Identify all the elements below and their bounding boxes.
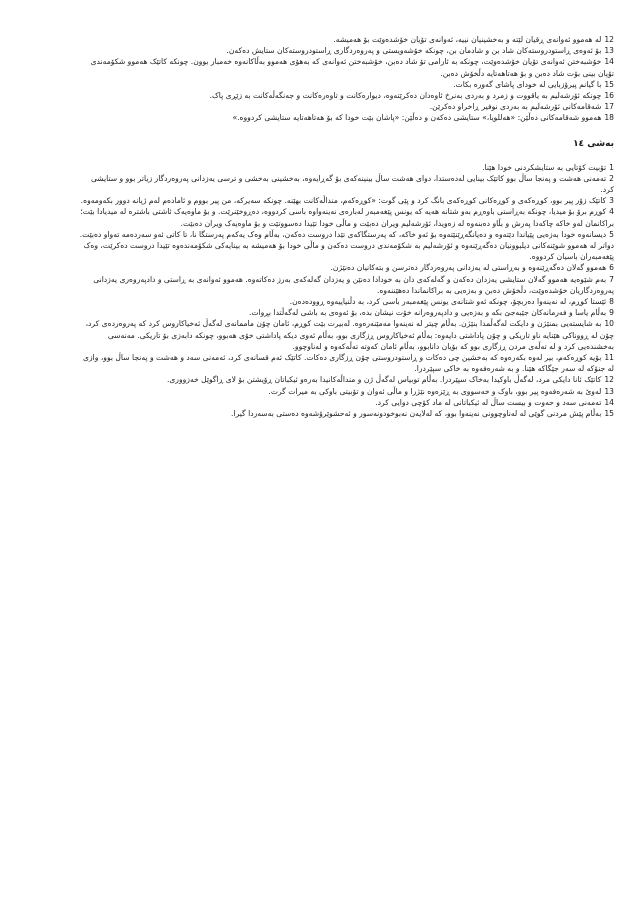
- verse: [76, 162, 614, 173]
- verse: [76, 408, 614, 419]
- verse: [76, 195, 614, 206]
- verse-list-main: [76, 162, 614, 420]
- verse-number: 5: [609, 229, 614, 239]
- document-page: [76, 34, 614, 419]
- verse-number: 4: [609, 207, 614, 217]
- verse-text: کاتێک ئانا دایکی مرد، لەگەڵ باوکیدا بەخاک سپێردرا. بەڵام توبیاس لەگەڵ ژن و منداڵەکانیدا بەرەو ئیکباتان ڕۆیشتن بۆ لای ڕاگوێل خەزووری.: [166, 375, 602, 385]
- verse-number: 7: [609, 274, 614, 284]
- verse-number: 12: [604, 35, 614, 44]
- verse-text: بۆیە کوڕەکەم، بیر لەوە بکەرەوە کە بەخشین چی دەکات و ڕاستودروستی چۆن ڕزگاری دەکات. کاتێک ئەم قسانەی کرد، ئەمەنی سەد و هەشت و پەنجا ساڵ بوو، وازی لە جنۆکە لە سەر جێگاکە هێنا. و بە شەرەفەوە بە خاکی سپێردرا.: [83, 353, 614, 374]
- verse-text: کاتێک زۆر پیر بوو، کوڕەکەی و کوڕەکانی کوڕەکەی بانگ کرد و پێی گوت: «کوڕەکەم، منداڵەکانت بهێنە. چونکە سەیرکە، من پیر بووم و ئامادەم لەم ژیانە دوور بکەومەوە.: [80, 196, 607, 206]
- verse-text: تۆبیت کۆتایی بە ستایشکردنی خودا هێنا.: [482, 162, 607, 172]
- verse: [76, 112, 614, 123]
- verse-number: 11: [604, 353, 614, 363]
- verse: [76, 101, 614, 112]
- verse: [76, 45, 614, 56]
- verse-number: 2: [609, 173, 614, 183]
- verse-text: تەمەنی هەشت و پەنجا ساڵ بوو کاتێک بینایی لەدەستدا، دوای هەشت ساڵ بینینەکەی بۆ گەڕایەوە، بەخشینی بەخشی و ترسی یەزدانی پەروەردگار زیاتر بوو و ستایشی کرد.: [90, 173, 614, 195]
- verse-text: تەمەنی سەد و حەوت و بیست ساڵ لە ئیکباتانی لە ماد کۆچی دوایی کرد.: [375, 397, 602, 407]
- verse-number: 6: [609, 263, 614, 273]
- verse-text: چونکە ئۆرشەلیم بە یاقووت و زمرد و بەردی بەنرخ ئاوەدان دەکرێتەوە، دیوارەکانت و تاوەرەکانت و جەنگەڵەکانت بە زێڕی پاک.: [209, 91, 602, 101]
- verse-number: 3: [609, 196, 614, 206]
- verse: [76, 397, 614, 408]
- verse-text: ئێستا کوڕم، لە نەینەوا دەربچۆ، چونکە ئەو شتانەی یونس پێغەمبەر باسی کرد، بە دڵنیاییەوە ڕوودەدەن.: [289, 297, 607, 307]
- verse-text: بە شایستەیی بمنێژن و دایکت لەگەڵمدا بنێژن. بەڵام چیتر لە نەینەوا مەمێنەرەوە. لەبیرت بێت کوڕم، ئامان چۆن ماممانەی لەگەڵ ئەخیاکاروس کرد کە پەروەردەی کرد، چۆن لە ڕووناکی هێنایە ناو تاریکی و چۆن پاداشتی دایەوە: بەڵام ئەخیاکاروس ڕزگاری بوو، بەڵام ئەوی دیکە پاداشتی خۆی هەبوو، چونکە دابەزی بۆ تاریکی. مەنەسی بەخشندەیی کرد و لە تەڵەی مردن ڕزگاری بوو کە بۆیان دانابوو، بەڵام ئامان کەوتە تەڵەکەوە و لەناوچوو.: [85, 319, 614, 351]
- verse-text: لەوێ بە شەرەفەوە پیر بوو، باوک و خەسووی بە ڕێزەوە نێژرا و ماڵی ئەوان و تۆبیتی باوکی بە میرات گرت.: [268, 386, 602, 396]
- verse-number: 16: [604, 91, 614, 101]
- verse-number: 1: [609, 162, 614, 172]
- verse: [76, 296, 614, 307]
- verse-number: 13: [604, 46, 614, 56]
- verse-number: 17: [604, 102, 614, 112]
- verse-text: بۆ ئەوەی ڕاستودروستەکان شاد بن و شادمان بن، چونکە خۆشەویستی و پەروەردگاری ڕاستودروستەکان ستایش دەکەن.: [226, 46, 602, 56]
- verse-text: بەڵام یاسا و فەرمانەکان جێبەجێ بکە و بەزەیی و دادپەروەرانە خۆت نیشان بدە، بۆ ئەوەی بە باشی لەگەڵتدا بڕوات.: [248, 308, 607, 318]
- verse: [76, 56, 614, 78]
- verse-text: بەڵام پێش مردنی گوێی لە لەناوچوونی نەینەوا بوو، کە لەلایەن نەبوخودونەسور و ئەحشوێرۆشەوە دەستی بەسەردا گیرا.: [231, 409, 602, 419]
- verse: [76, 229, 614, 263]
- verse-text: خۆشبەختن ئەوانەی تۆیان خۆشدەوێت، چونکە بە ئارامی تۆ شاد دەبن، خۆشبەختن ئەوانەی کە بەهۆی هەموو بەڵاکانەوە خەمبار بوون. چونکە کاتێک هەموو شکۆمەندی تۆیان بینی بۆت شاد دەبن و بۆ هەتاهەتایە دڵخۆش دەبن.: [90, 57, 614, 78]
- verse-number: 13: [604, 386, 614, 396]
- verse-number: 15: [604, 79, 614, 89]
- verse-text: بەم شێوەیە هەموو گەلان ستایشی یەزدان دەکەن و گەلەکەی دان بە خودادا دەنێن و یەزدان گەلەکەی بەرز دەکاتەوە. هەموو ئەوانەی بە ڕاستی و دادپەروەری یەزدانی پەروەردگاریان خۆشدەوێت، دڵخۆش دەبن و بەزەیی بە براکانماندا دەهێننەوە.: [93, 274, 614, 295]
- verse-list-top: [76, 34, 614, 124]
- verse-text: با گیانم پیرۆزبایی لە خودای پاشای گەورە بکات.: [453, 79, 602, 89]
- verse-text: لە هەموو ئەوانەی ڕقیان لێتە و بەخشینیان نییە، ئەوانەی تۆیان خۆشدەوێت بۆ هەمیشە.: [333, 35, 602, 44]
- verse-number: 10: [604, 319, 614, 329]
- verse-number: 14: [604, 57, 614, 67]
- verse: [76, 206, 614, 228]
- verse: [76, 34, 614, 45]
- verse-number: 9: [609, 308, 614, 318]
- verse: [76, 307, 614, 318]
- verse-number: 15: [604, 409, 614, 419]
- verse: [76, 173, 614, 195]
- verse: [76, 274, 614, 296]
- verse: [76, 386, 614, 397]
- verse-text: شەقامەکانی ئۆرشەلیم بە بەردی نوفیر ڕاخراو دەکرێن.: [429, 102, 602, 112]
- verse-text: دیسانەوە خودا بەزەیی پێیاندا دێتەوە و دەیانگەڕێنێتەوە بۆ ئەو خاکە، کە پەرستگاکەی تێدا دروست دەکەن، بەڵام وەک یەکەم پەرستگا نا، تا کاتی ئەو سەردەمە تەواو دەبێت. دواتر لە هەموو شوێنەکانی دیلبوونیان دەگەڕێنەوە و ئۆرشەلیم بە شکۆمەندی دروست دەکەن و ماڵی خودا بۆ هەمیشە بە بینایەکی شکۆمەندەوە تێیدا دروست دەکرێت، وەک پێغەمبەران باسیان کردووە.: [79, 229, 614, 262]
- verse-text: هەموو شەقامەکانی دەڵێن: «هەللویا،» ستایشی دەکەن و دەڵێن: «پاشان بێت خودا کە بۆ هەتاهەتایە ستایشی کردووە.»: [232, 113, 602, 123]
- verse: [76, 374, 614, 385]
- verse: [76, 352, 614, 374]
- verse: [76, 79, 614, 90]
- verse-number: 18: [604, 113, 614, 123]
- verse-number: 8: [609, 297, 614, 307]
- verse: [76, 318, 614, 352]
- verse-number: 14: [604, 397, 614, 407]
- verse-number: 12: [604, 375, 614, 385]
- verse: [76, 90, 614, 101]
- verse-text: هەموو گەلان دەگەڕێنەوە و بەڕاستی لە یەزدانی پەروەردگار دەترسن و بتەکانیان دەنێژن.: [330, 263, 607, 273]
- verse-text: کوڕم برۆ بۆ میدیا، چونکە بەڕاستی باوەڕم بەو شتانە هەیە کە یونس پێغەمبەر لەبارەی نەینەواوە باسی کردووە، دەڕوخێنرێت. و بۆ ماوەیەک ئاشتی باشترە لە میدیادا بێت؛ براکانمان لەو خاکە چاکەدا پەرش و بڵاو دەبنەوە لە زەویدا، ئۆرشەلیم ویران دەبێت و ماڵی خودا تێیدا دەسووتێت و بۆ ماوەیەک ویران دەبێت.: [80, 207, 614, 228]
- verse: [76, 262, 614, 273]
- chapter-heading: بەشی ١٤: [573, 138, 614, 149]
